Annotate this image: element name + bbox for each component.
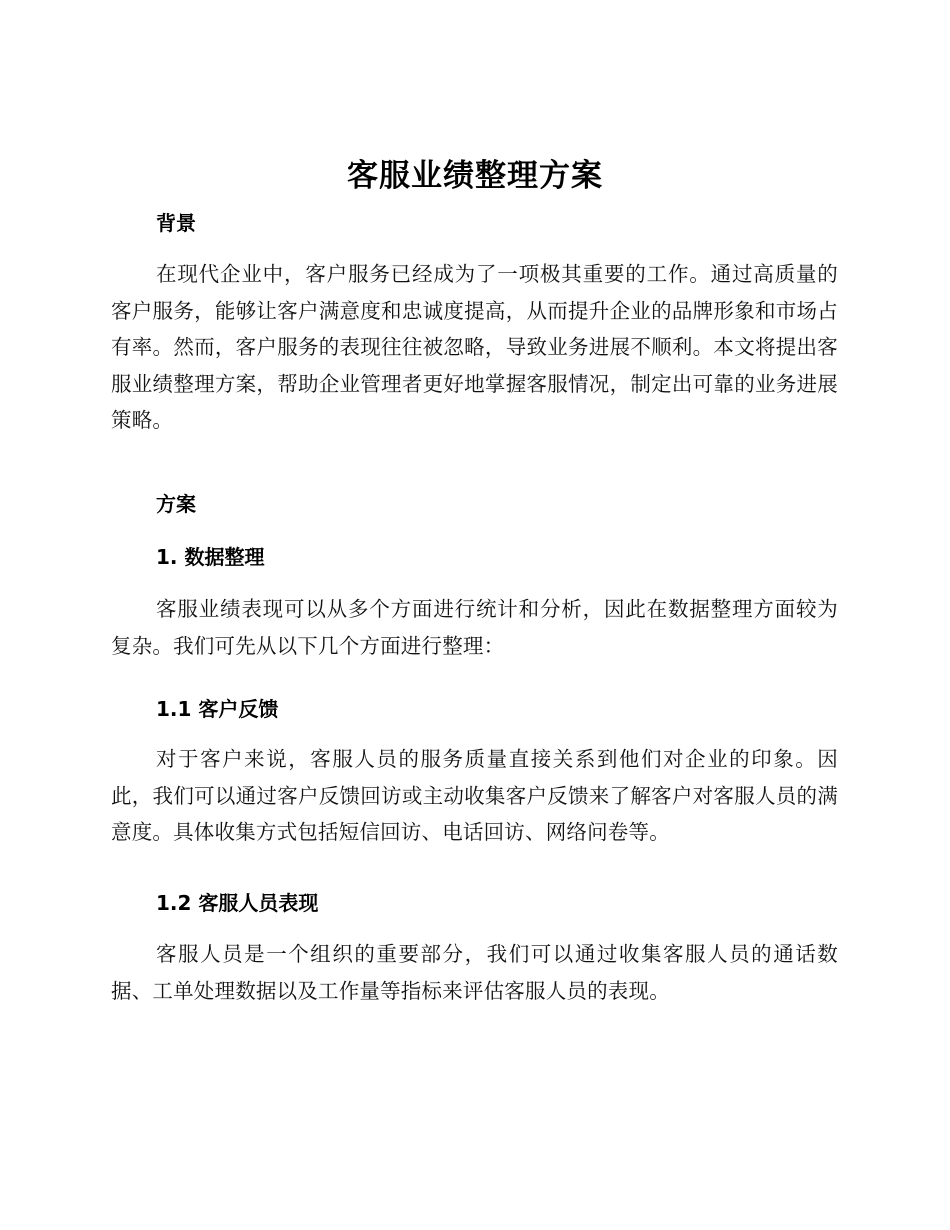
plan-heading: 方案 — [156, 492, 196, 516]
background-paragraph: 在现代企业中，客户服务已经成为了一项极其重要的工作。通过高质量的客户服务，能够让客户满意度和忠诚度提高，从而提升企业的品牌形象和市场占有率。然而，客户服务的表现往往被忽略，导致业务进展不顺利。本文将提出客服业绩整理方案，帮助企业管理者更好地掌握客服情况，制定出可靠的业务进展策略。 — [111, 262, 838, 432]
staff-performance-heading: 1.2 客服人员表现 — [156, 891, 319, 915]
customer-feedback-paragraph: 对于客户来说，客服人员的服务质量直接关系到他们对企业的印象。因此，我们可以通过客户反馈回访或主动收集客户反馈来了解客户对客服人员的满意度。具体收集方式包括短信回访、电话回访、网络问卷等。 — [111, 747, 838, 844]
background-heading: 背景 — [156, 211, 196, 235]
document-title: 客服业绩整理方案 — [347, 158, 603, 194]
staff-performance-paragraph: 客服人员是一个组织的重要部分，我们可以通过收集客服人员的通话数据、工单处理数据以及工作量等指标来评估客服人员的表现。 — [111, 942, 838, 1003]
data-organization-heading: 1. 数据整理 — [156, 545, 265, 569]
data-organization-paragraph: 客服业绩表现可以从多个方面进行统计和分析，因此在数据整理方面较为复杂。我们可先从以下几个方面进行整理： — [111, 597, 838, 658]
customer-feedback-heading: 1.1 客户反馈 — [156, 697, 279, 721]
